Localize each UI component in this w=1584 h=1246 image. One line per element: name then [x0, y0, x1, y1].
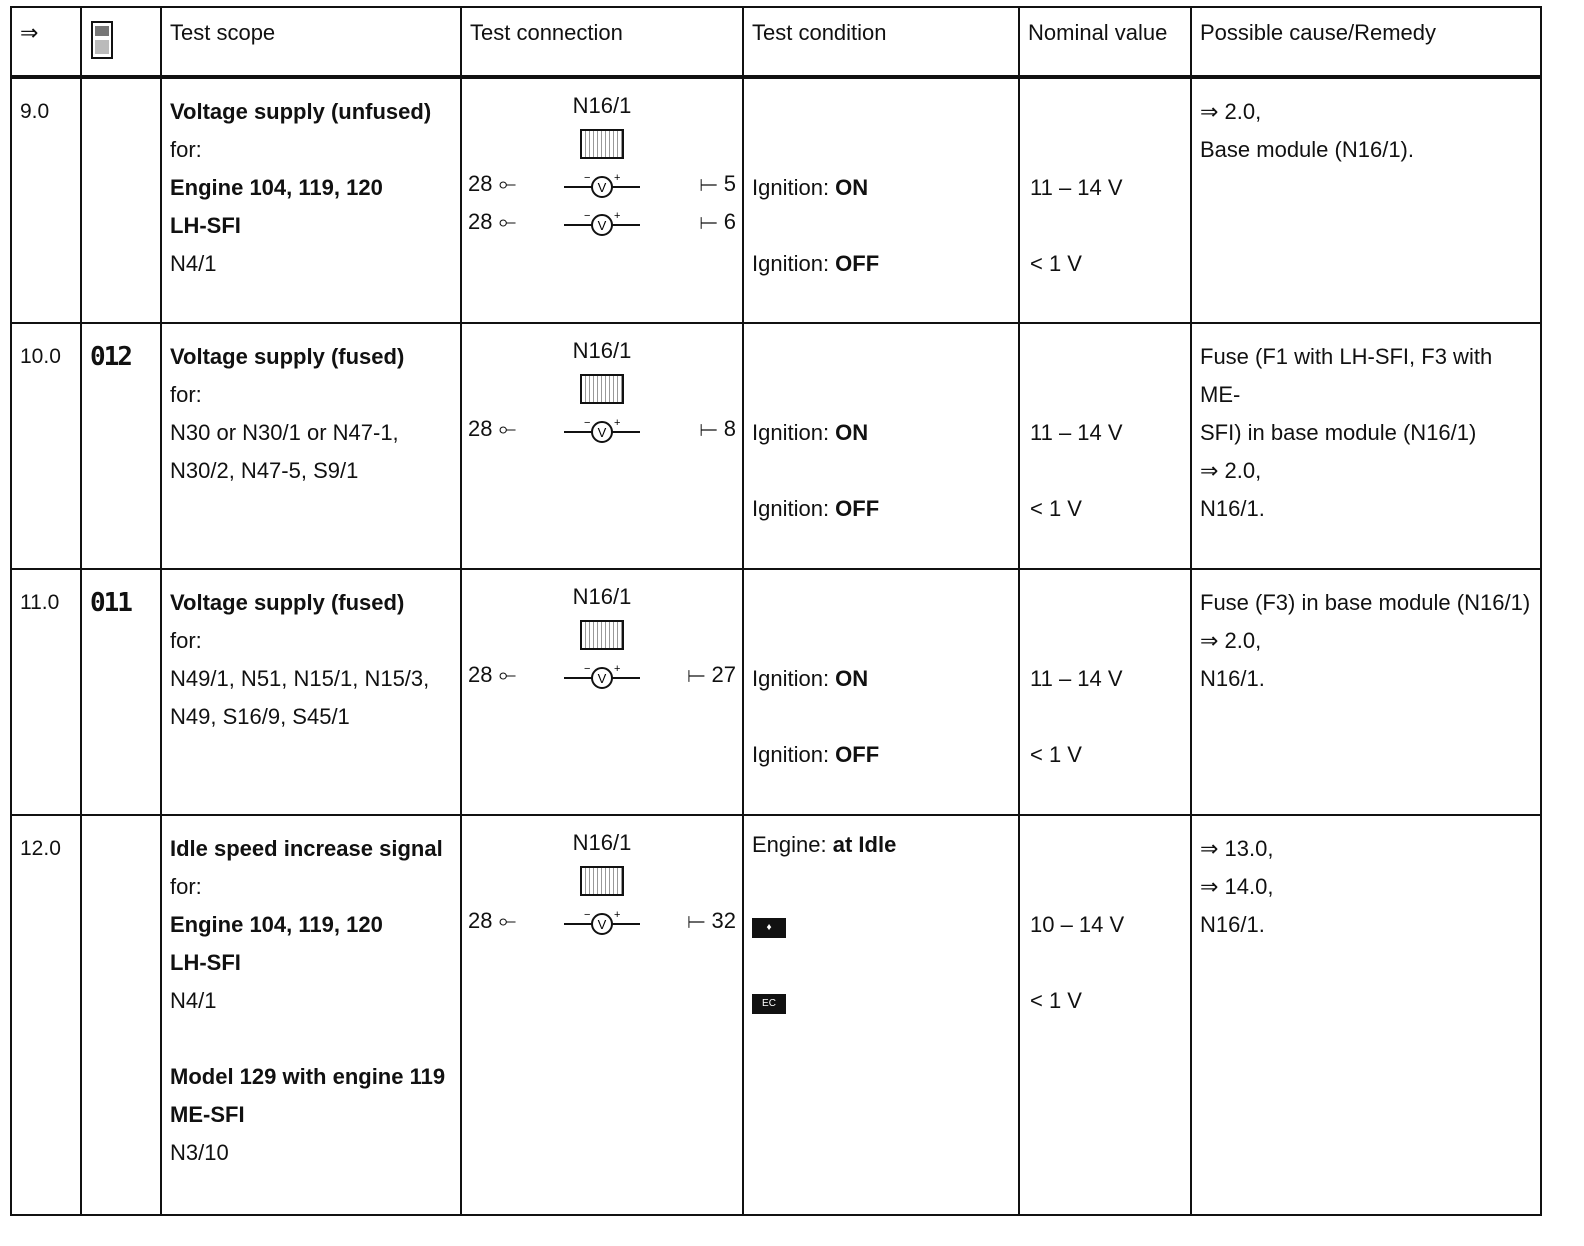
svg-text:+: +: [614, 172, 621, 184]
header-connection: Test connection: [461, 7, 743, 77]
header-scope: Test scope: [161, 7, 461, 77]
connector-icon: [580, 620, 624, 650]
svg-text:−: −: [584, 172, 591, 184]
connection-line: 28 ⟜ V − + ⟝ 27: [468, 662, 736, 692]
possible-cause-remedy: Fuse (F3) in base module (N16/1) ⇒ 2.0, N16/1.: [1200, 590, 1531, 691]
test-connection: N16/1 28 ⟜ V − + ⟝ 32: [462, 816, 742, 1214]
voltmeter-icon: [562, 171, 642, 201]
svg-text:−: −: [584, 210, 591, 222]
ec-icon: EC: [752, 994, 786, 1014]
svg-text:+: +: [614, 210, 621, 222]
svg-text:+: +: [614, 909, 621, 921]
possible-cause-remedy: ⇒ 2.0, Base module (N16/1).: [1200, 99, 1414, 162]
table-row: [11, 323, 1541, 569]
header-condition: Test condition: [743, 7, 1019, 77]
table-header-row: [11, 7, 1541, 77]
ac-on-icon: ♦: [752, 918, 786, 938]
connection-line: 28 ⟜ V − + ⟝ 6: [468, 209, 736, 239]
possible-cause-remedy: ⇒ 13.0, ⇒ 14.0, N16/1.: [1200, 836, 1274, 937]
header-nominal: Nominal value: [1019, 7, 1191, 77]
voltmeter-icon: [562, 908, 642, 938]
card-icon: [90, 20, 114, 60]
test-connection: N16/1 28 ⟜ V − + ⟝ 27: [462, 570, 742, 814]
connector-icon: [580, 866, 624, 896]
test-scope: Voltage supply (fused) for: N30 or N30/1 or N47-1, N30/2, N47-5, S9/1: [170, 344, 405, 483]
table-row: [11, 815, 1541, 1215]
nominal-value: 11 – 14 V < 1 V: [1030, 175, 1123, 276]
card-number: [82, 79, 160, 93]
connector-icon: [580, 129, 624, 159]
step-number: 10.0: [20, 345, 61, 368]
test-condition: Ignition: ON Ignition: OFF: [752, 420, 880, 521]
test-scope: Voltage supply (unfused) for: Engine 104, 119, 120 LH-SFI N4/1: [170, 99, 432, 276]
test-condition: Ignition: ON Ignition: OFF: [752, 175, 880, 276]
connection-line: 28 ⟜ V − + ⟝ 5: [468, 171, 736, 201]
card-number: 012: [90, 342, 131, 372]
svg-text:−: −: [584, 909, 591, 921]
card-number: 011: [90, 588, 131, 618]
test-table: [10, 6, 1542, 1216]
connection-line: 28 ⟜ V − + ⟝ 32: [468, 908, 736, 938]
svg-text:−: −: [584, 663, 591, 675]
test-condition: Engine: at Idle ♦ EC: [744, 816, 1018, 1214]
step-number: 12.0: [20, 837, 61, 860]
svg-text:V: V: [597, 180, 607, 195]
nominal-value: 11 – 14 V < 1 V: [1030, 666, 1123, 767]
test-table-sheet: [10, 6, 1562, 1240]
test-connection: N16/1 28 ⟜ V − + ⟝ 8: [462, 324, 742, 568]
test-scope: Idle speed increase signal for: Engine 104, 119, 120 LH-SFI N4/1 Model 129 with engine 119 ME-SFI N3/10: [170, 836, 446, 1165]
step-number: 11.0: [20, 591, 60, 614]
svg-text:V: V: [597, 425, 607, 440]
svg-text:−: −: [584, 417, 591, 429]
voltmeter-icon: [562, 662, 642, 692]
test-connection: N16/1 28 ⟜ V − + ⟝ 5 28 ⟜ V − + ⟝ 6: [462, 79, 742, 322]
voltmeter-icon: [562, 416, 642, 446]
table-row: [11, 569, 1541, 815]
header-ref: ⇒: [11, 7, 81, 77]
step-number: 9.0: [20, 100, 50, 123]
test-scope: Voltage supply (fused) for: N49/1, N51, N15/1, N15/3, N49, S16/9, S45/1: [170, 590, 430, 729]
connector-icon: [580, 374, 624, 404]
svg-text:V: V: [597, 218, 607, 233]
svg-text:+: +: [614, 417, 621, 429]
svg-text:+: +: [614, 663, 621, 675]
svg-text:V: V: [597, 917, 607, 932]
possible-cause-remedy: Fuse (F1 with LH-SFI, F3 with ME- SFI) in base module (N16/1) ⇒ 2.0, N16/1.: [1200, 344, 1493, 521]
header-remedy: Possible cause/Remedy: [1191, 7, 1541, 77]
test-condition: Ignition: ON Ignition: OFF: [752, 666, 880, 767]
svg-text:V: V: [597, 671, 607, 686]
nominal-value: 11 – 14 V < 1 V: [1030, 420, 1123, 521]
header-card: [81, 7, 161, 77]
connection-line: 28 ⟜ V − + ⟝ 8: [468, 416, 736, 446]
voltmeter-icon: [562, 209, 642, 239]
card-number: [82, 816, 160, 830]
nominal-value: 10 – 14 V < 1 V: [1030, 912, 1125, 1013]
table-row: [11, 77, 1541, 323]
